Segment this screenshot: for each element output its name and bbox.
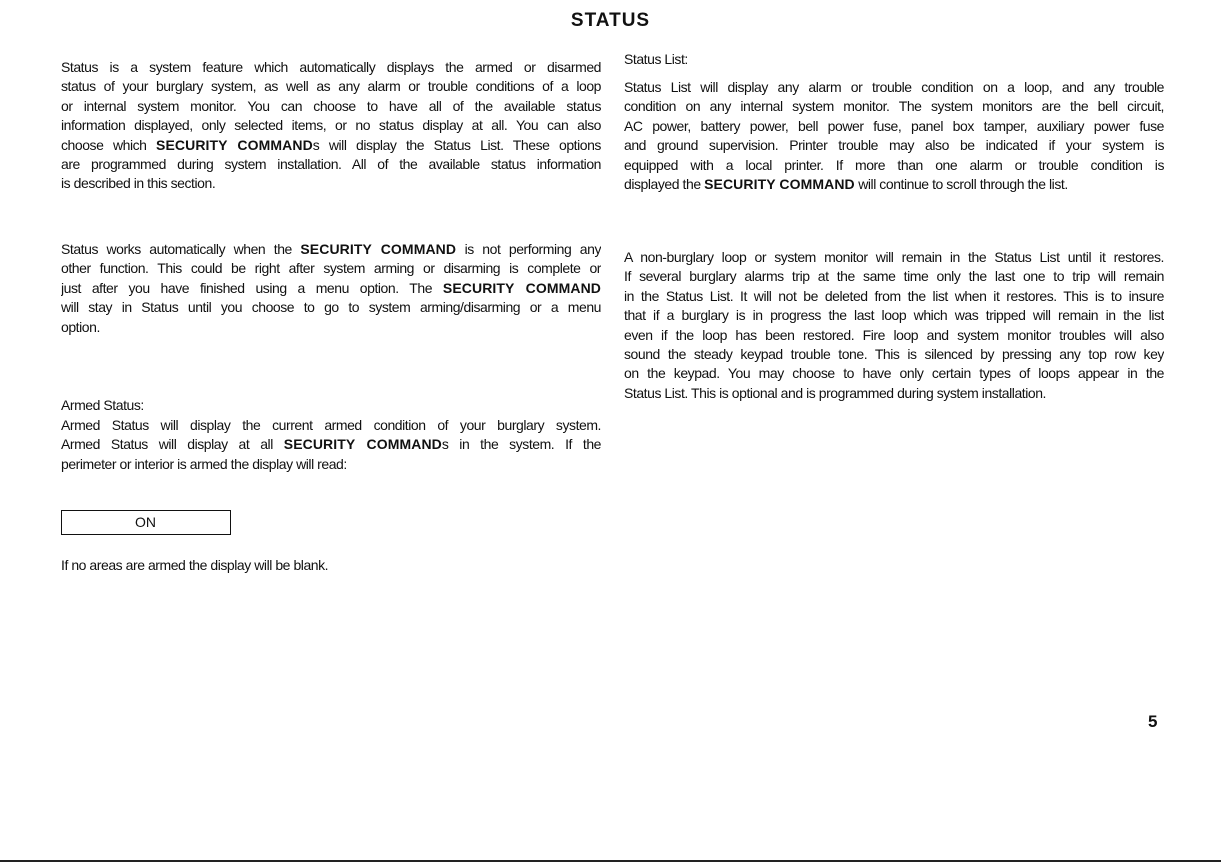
page-title: STATUS xyxy=(570,10,651,31)
text-line: is described in this section. xyxy=(61,175,216,192)
text-line: choose which SECURITY COMMANDs will display the Status List. These options xyxy=(61,136,601,153)
text-line: on the keypad. You may choose to have only certain types of loops appear in the xyxy=(624,365,1164,382)
bottom-rule xyxy=(0,860,1221,862)
text-line: condition on any internal system monitor. The system monitors are the bell circuit, xyxy=(624,98,1164,115)
text-line: option. xyxy=(61,318,100,335)
text-line: in the Status List. It will not be deleted from the list when it restores. This is to insure xyxy=(624,287,1164,304)
blank-note: If no areas are armed the display will be blank. xyxy=(61,557,329,573)
text-line: information displayed, only selected items, or no status display at all. You can also xyxy=(61,117,601,134)
page-number: 5 xyxy=(1148,712,1158,731)
text-line: just after you have finished using a menu option. The SECURITY COMMAND xyxy=(61,279,601,296)
text-line: A non-burglary loop or system monitor will remain in the Status List until it restores. xyxy=(624,249,1164,265)
text-line: Status is a system feature which automatically displays the armed or disarmed xyxy=(61,59,601,75)
non-burglary-paragraph xyxy=(624,248,1164,403)
auto-status-paragraph xyxy=(61,240,601,337)
text-line: or internal system monitor. You can choose to have all of the available status xyxy=(61,97,601,114)
status-list-heading: Status List: xyxy=(624,51,688,67)
text-line: other function. This could be right after system arming or disarming is complete or xyxy=(61,260,601,277)
armed-status-heading: Armed Status: xyxy=(61,397,144,413)
text-line: sound the steady keypad trouble tone. This is silenced by pressing any top row key xyxy=(624,346,1164,363)
text-line: AC power, battery power, bell power fuse, panel box tamper, auxiliary power fuse xyxy=(624,117,1164,134)
text-line: Armed Status will display the current armed condition of your burglary system. xyxy=(61,417,601,433)
text-line: Armed Status will display at all SECURITY COMMANDs in the system. If the xyxy=(61,436,601,453)
text-line: Status works automatically when the SECURITY COMMAND is not performing any xyxy=(61,241,601,257)
intro-paragraph xyxy=(61,58,601,194)
text-line: displayed the SECURITY COMMAND will continue to scroll through the list. xyxy=(624,176,1068,193)
armed-status-paragraph xyxy=(61,416,601,474)
text-line: will stay in Status until you choose to go to system arming/disarming or a menu xyxy=(61,299,601,316)
text-line: that if a burglary is in progress the last loop which was tripped will remain in the list xyxy=(624,307,1164,324)
text-line: status of your burglary system, as well as any alarm or trouble conditions of a loop xyxy=(61,78,601,95)
display-box xyxy=(61,510,231,535)
text-line: and ground supervision. Printer trouble may also be indicated if your system is xyxy=(624,137,1164,154)
text-line: Status List. This is optional and is programmed during system installation. xyxy=(624,384,1046,401)
text-line: are programmed during system installation. All of the available status information xyxy=(61,156,601,173)
text-line: equipped with a local printer. If more than one alarm or trouble condition is xyxy=(624,156,1164,173)
text-line: perimeter or interior is armed the display will read: xyxy=(61,455,347,472)
text-line: Status List will display any alarm or trouble condition on a loop, and any trouble xyxy=(624,79,1164,95)
text-line: even if the loop has been restored. Fire loop and system monitor troubles will also xyxy=(624,326,1164,343)
display-value: ON xyxy=(135,514,156,530)
text-line: If several burglary alarms trip at the same time only the last one to trip will remain xyxy=(624,268,1164,285)
status-list-paragraph xyxy=(624,78,1164,194)
